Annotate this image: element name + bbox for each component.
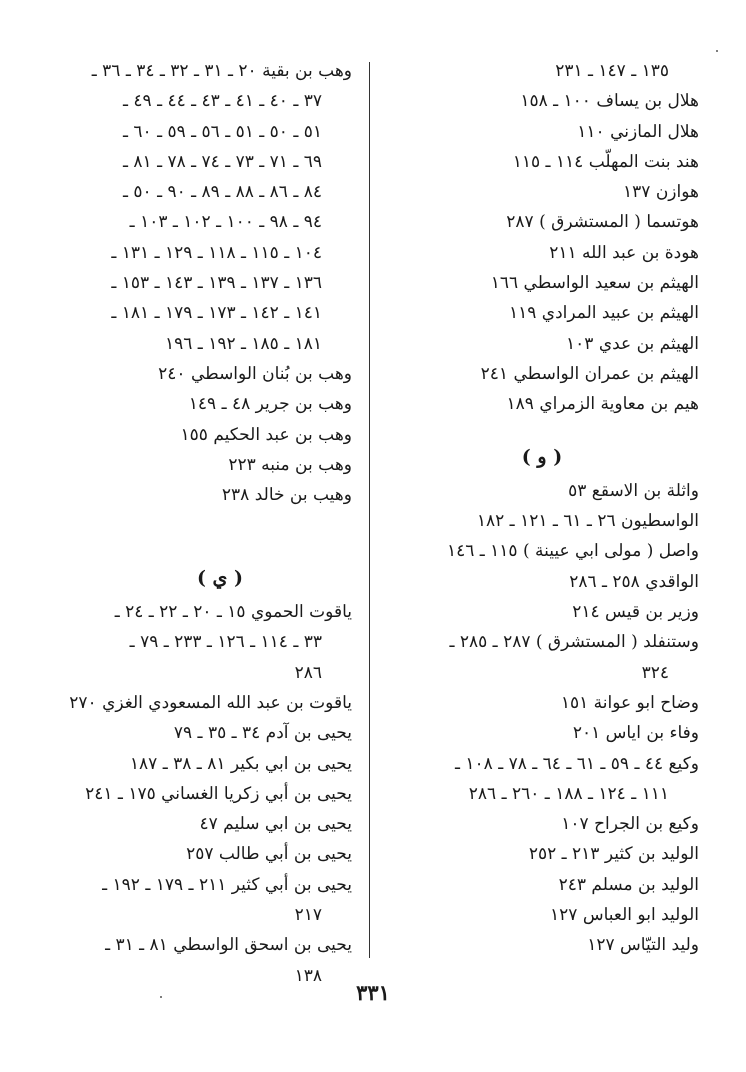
index-entry: يحيى بن ابي بكير ٨١ ـ ٣٨ ـ ١٨٧	[129, 753, 352, 774]
index-entry: الهيثم بن عبيد المرادي ١١٩	[508, 303, 699, 324]
index-entry: ١٣٦ ـ ١٣٧ ـ ١٣٩ ـ ١٤٣ ـ ١٥٣ ـ	[111, 273, 322, 294]
index-entry: وفاء بن اياس ٢٠١	[572, 723, 699, 744]
section-letter-heading: ( ي )	[196, 566, 244, 589]
index-entry: وكيع بن الجراح ١٠٧	[561, 814, 699, 835]
index-entry: الهيثم بن عدي ١٠٣	[566, 333, 699, 354]
index-entry: الهيثم بن عمران الواسطي ٢٤١	[480, 363, 699, 384]
index-entry: ٥١ ـ ٥٠ ـ ٥١ ـ ٥٦ ـ ٥٩ ـ ٦٠ ـ	[123, 121, 322, 142]
index-column-left	[69, 56, 352, 991]
index-entry: ٢٨٦	[294, 662, 322, 683]
index-entry: وليد التيّاس ١٢٧	[587, 935, 699, 956]
index-entry: وضاح ابو عوانة ١٥١	[560, 692, 699, 713]
index-entry: واثلة بن الاسقع ٥٣	[568, 480, 699, 501]
index-entry: ٣٢٤	[641, 662, 669, 683]
index-entry: الوليد بن كثير ٢١٣ ـ ٢٥٢	[528, 844, 699, 865]
index-entry: وهب بن بُنان الواسطي ٢٤٠	[158, 363, 352, 384]
index-entry: يحيى بن أبي زكريا الغساني ١٧٥ ـ ٢٤١	[85, 783, 352, 804]
index-entry: واصل ( مولى ابي عيينة ) ١١٥ ـ ١٤٦	[446, 541, 699, 562]
index-entry: ١١١ ـ ١٢٤ ـ ١٨٨ ـ ٢٦٠ ـ ٢٨٦	[468, 783, 669, 804]
section-letter-heading: ( و )	[521, 445, 563, 468]
index-entry: ٩٤ ـ ٩٨ ـ ١٠٠ ـ ١٠٢ ـ ١٠٣ ـ	[129, 212, 322, 233]
index-entry: يحيى بن أبي كثير ٢١١ ـ ١٧٩ ـ ١٩٢ ـ	[102, 874, 352, 895]
index-entry: ياقوت بن عبد الله المسعودي الغزي ٢٧٠	[69, 692, 352, 713]
index-entry: وهب بن عبد الحكيم ١٥٥	[180, 424, 352, 445]
index-entry: الهيثم بن سعيد الواسطي ١٦٦	[490, 273, 699, 294]
index-column-right	[385, 56, 699, 961]
index-entry: هوتسما ( المستشرق ) ٢٨٧	[506, 212, 699, 233]
index-entry: ١٤١ ـ ١٤٢ ـ ١٧٣ ـ ١٧٩ ـ ١٨١ ـ	[111, 303, 322, 324]
index-entry: هيم بن معاوية الزمراي ١٨٩	[506, 394, 699, 415]
index-entry: وستنفلد ( المستشرق ) ٢٨٧ ـ ٢٨٥ ـ	[449, 632, 699, 653]
index-entry: الواسطيون ٢٦ ـ ٦١ ـ ١٢١ ـ ١٨٢	[476, 511, 699, 532]
index-entry: الوليد ابو العباس ١٢٧	[550, 905, 699, 926]
index-entry: ٨٤ ـ ٨٦ ـ ٨٨ ـ ٨٩ ـ ٩٠ ـ ٥٠ ـ	[123, 182, 322, 203]
index-entry: الوليد بن مسلم ٢٤٣	[558, 874, 699, 895]
index-entry: ١٨١ ـ ١٨٥ ـ ١٩٢ ـ ١٩٦	[164, 333, 322, 354]
index-entry: ١٠٤ ـ ١١٥ ـ ١١٨ ـ ١٢٩ ـ ١٣١ ـ	[111, 242, 322, 263]
index-entry: الواقدي ٢٥٨ ـ ٢٨٦	[569, 571, 699, 592]
index-entry: هوازن ١٣٧	[623, 182, 699, 203]
spacer	[88, 510, 352, 540]
index-entry: وهب بن جرير ٤٨ ـ ١٤٩	[188, 394, 352, 415]
index-entry: وزير بن قيس ٢١٤	[572, 602, 699, 623]
index-entry: وكيع ٤٤ ـ ٥٩ ـ ٦١ ـ ٦٤ ـ ٧٨ ـ ١٠٨ ـ	[455, 753, 699, 774]
index-entry: يحيى بن ابي سليم ٤٧	[199, 814, 352, 835]
column-divider	[369, 62, 370, 958]
index-entry: يحيى بن أبي طالب ٢٥٧	[186, 844, 352, 865]
index-entry: ياقوت الحموي ١٥ ـ ٢٠ ـ ٢٢ ـ ٢٤ ـ	[114, 602, 352, 623]
index-entry: هند بنت المهلّب ١١٤ ـ ١١٥	[512, 151, 699, 172]
index-entry: ٣٧ ـ ٤٠ ـ ٤١ ـ ٤٣ ـ ٤٤ ـ ٤٩ ـ	[123, 91, 322, 112]
index-entry: يحيى بن آدم ٣٤ ـ ٣٥ ـ ٧٩	[173, 723, 352, 744]
index-entry: ١٣٨	[294, 965, 322, 986]
index-entry: هلال المازني ١١٠	[577, 121, 699, 142]
speck-mark	[716, 50, 718, 52]
index-entry: ٦٩ ـ ٧١ ـ ٧٣ ـ ٧٤ ـ ٧٨ ـ ٨١ ـ	[123, 151, 322, 172]
page-number: ٣٣١	[356, 980, 390, 1005]
index-entry: وهيب بن خالد ٢٣٨	[221, 485, 352, 506]
index-entry: هودة بن عبد الله ٢١١	[549, 242, 699, 263]
index-entry: ٣٣ ـ ١١٤ ـ ١٢٦ ـ ٢٣٣ ـ ٧٩ ـ	[129, 632, 322, 653]
index-entry: وهب بن بقية ٢٠ ـ ٣١ ـ ٣٢ ـ ٣٤ ـ ٣٦ ـ	[91, 61, 352, 81]
speck-mark	[160, 996, 162, 998]
index-entry: ١٣٥ ـ ١٤٧ ـ ٢٣١	[555, 61, 669, 81]
index-entry: ٢١٧	[294, 905, 322, 926]
index-entry: وهب بن منبه ٢٢٣	[228, 454, 352, 475]
index-entry: هلال بن يساف ١٠٠ ـ ١٥٨	[520, 91, 699, 112]
index-entry: يحيى بن اسحق الواسطي ٨١ ـ ٣١ ـ	[105, 935, 352, 956]
